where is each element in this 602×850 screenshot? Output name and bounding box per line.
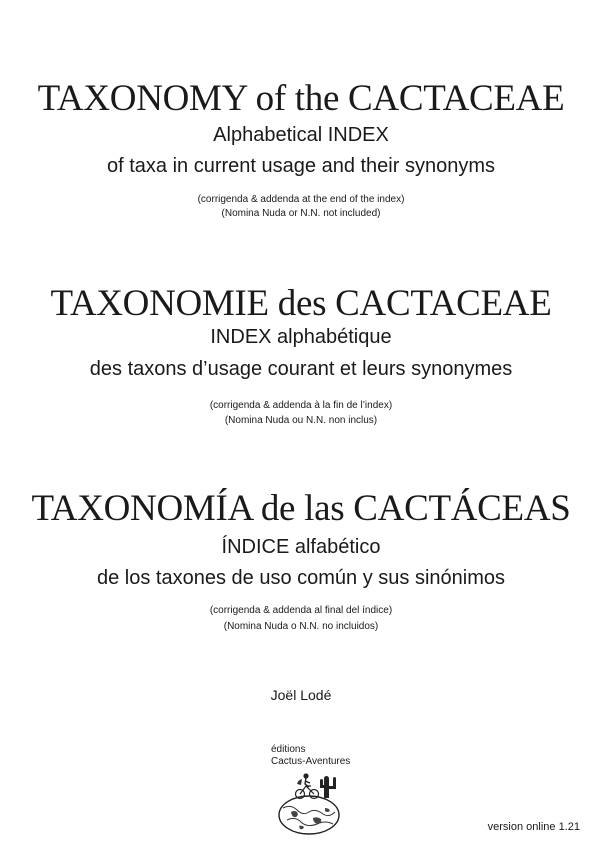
version-label: version online 1.21 <box>487 821 580 833</box>
title-spanish: TAXONOMÍA de las CACTÁCEAS <box>31 488 571 529</box>
publisher-name: Cactus-Aventures <box>271 756 351 767</box>
description-french: des taxons d’usage courant et leurs synonymes <box>89 358 513 380</box>
subtitle-french: INDEX alphabétique <box>210 326 392 348</box>
subtitle-english: Alphabetical INDEX <box>213 124 389 146</box>
note-corrigenda-french: (corrigenda & addenda à la fin de l’index) <box>209 400 393 411</box>
description-english: of taxa in current usage and their synonyms <box>107 155 495 177</box>
subtitle-spanish: ÍNDICE alfabético <box>221 536 381 558</box>
note-corrigenda-english: (corrigenda & addenda at the end of the index) <box>197 194 405 205</box>
publisher-line1: éditions <box>271 744 306 755</box>
note-nomina-nuda-french: (Nomina Nuda ou N.N. non inclus) <box>224 415 378 426</box>
globe-cactus-rider-icon <box>269 770 353 836</box>
note-corrigenda-spanish: (corrigenda & addenda al final del índice) <box>209 605 393 616</box>
note-nomina-nuda-english: (Nomina Nuda or N.N. not included) <box>221 208 381 219</box>
publisher <box>271 744 350 768</box>
note-nomina-nuda-spanish: (Nomina Nuda o N.N. no incluidos) <box>223 621 379 632</box>
title-french: TAXONOMIE des CACTACEAE <box>50 283 552 324</box>
description-spanish: de los taxones de uso común y sus sinónimos <box>97 567 505 589</box>
title-english: TAXONOMY of the CACTACEAE <box>37 78 565 119</box>
author-name: Joël Lodé <box>270 687 332 703</box>
